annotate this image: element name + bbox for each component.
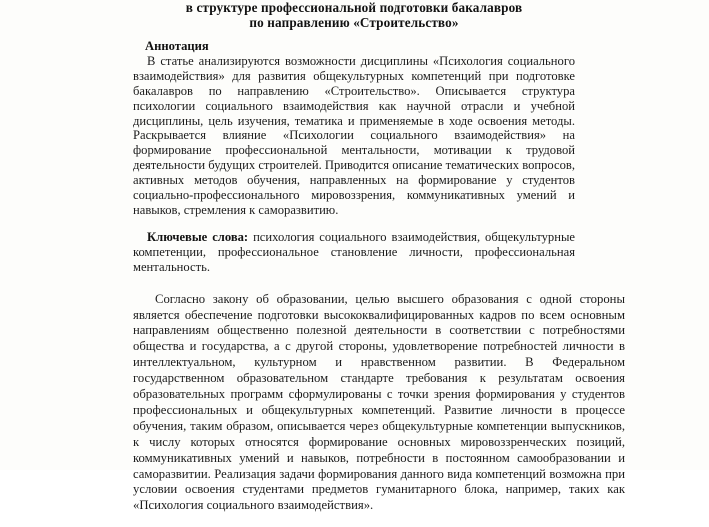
abstract-paragraph: В статье анализируются возможности дисциплины «Психология социального взаимодействия» для развития общекультурных компетенций при подготовке бакалавров по направлению «Строительство». Описывается структура психологии социального взаимодействия как научной отрасли и учебной дисциплины, цель изучения, тематика и применяемые в ходе освоения методы. Раскрывается влияние «Психологии социального взаимодействия» на формирование профессиональной ментальности, мотивации к трудовой деятельности будущих строителей. Приводится описание тематических вопросов, активных методов обучения, направленных на формирование у студентов социально-профессионального мировоззрения, коммуникативных умений и навыков, стремления к саморазвитию. <box>133 54 575 217</box>
main-body-section <box>133 292 625 515</box>
main-paragraph-1: Согласно закону об образовании, целью высшего образования с одной стороны является обеспечение подготовки высококвалифицированных кадров по всем основным направлениям общественно полезной деятельности в соответствии с потребностями общества и государства, а с другой стороны, удовлетворение потребностей личности в интеллектуальном, культурном и нравственном развитии. В Федеральном государственном образовательном стандарте требования к результатам освоения образовательных программ сформулированы с точки зрения формирования у студентов профессиональных и общекультурных компетенций. Развитие личности в процессе обучения, таким образом, описывается через общекультурные компетенции выпускников, к числу которых относятся формирование основных мировоззренческих позиций, коммуникативных умений и навыков, потребности в постоянном самообразовании и саморазвитии. Реализация задачи формирования данного вида компетенций возможна при условии освоения студентами предметов гуманитарного блока, например, таких как «Психология социального взаимодействия». <box>133 291 625 513</box>
title-line-2: по направлению «Строительство» <box>249 14 459 30</box>
keywords-label: Ключевые слова: <box>147 230 249 245</box>
keywords-text: психология социального взаимодействия, общекультурные компетенции, профессиональное становление личности, профессиональная ментальность. <box>133 230 575 274</box>
text-column <box>133 0 625 527</box>
abstract-heading: Аннотация <box>145 39 209 54</box>
page-title <box>133 0 575 30</box>
abstract-section <box>133 39 575 274</box>
keywords-paragraph <box>133 230 575 275</box>
title-line-1: в структуре профессиональной подготовки бакалавров <box>185 0 523 15</box>
